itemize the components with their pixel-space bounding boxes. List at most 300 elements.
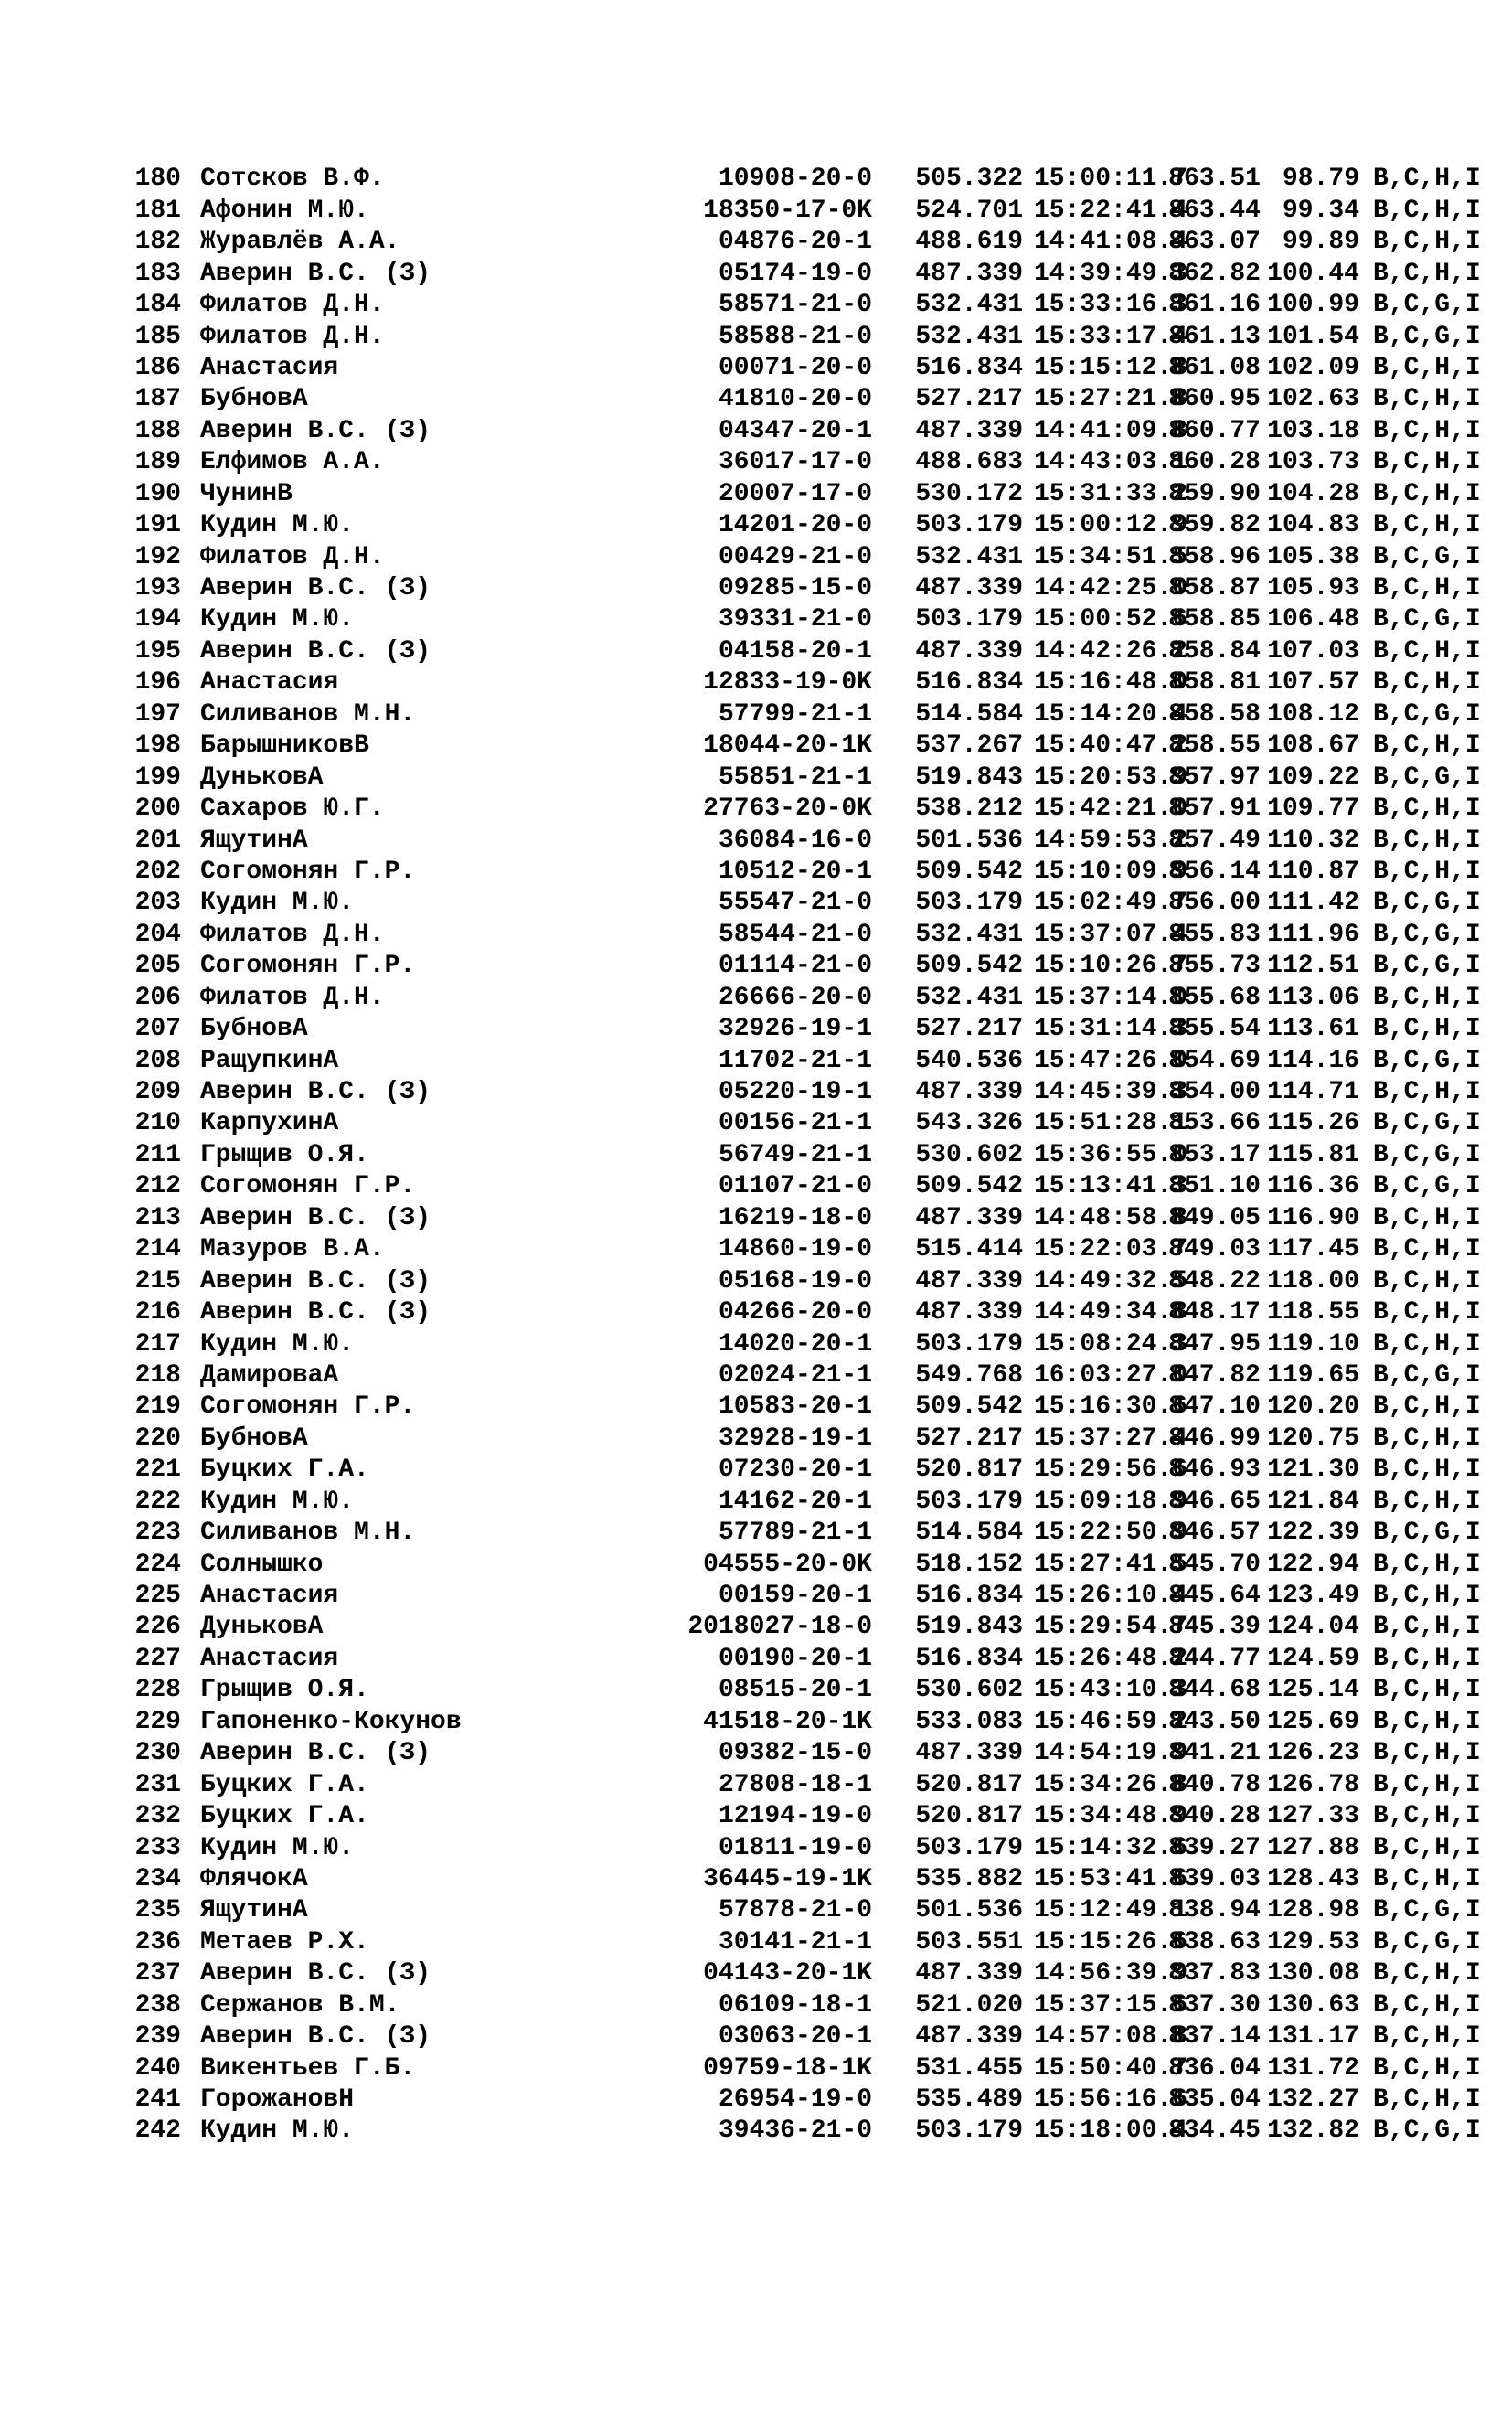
distance-cell: 516.834 — [915, 353, 1023, 382]
ring-number-cell: 10512-20-1 — [718, 857, 872, 886]
result-row — [133, 1801, 1481, 1832]
arrival-time-cell: 15:29:56.6 — [1034, 1455, 1188, 1485]
rank-cell: 203 — [134, 889, 181, 918]
category-cell: B,C,H,I — [1373, 2053, 1481, 2083]
rank-cell: 224 — [134, 1550, 181, 1579]
ring-number-cell: 03063-20-1 — [718, 2022, 872, 2052]
arrival-time-cell: 14:54:19.9 — [1034, 1739, 1188, 1768]
fancier-name-cell: ДамироваА — [200, 1360, 339, 1390]
fancier-name-cell: Анастасия — [200, 668, 339, 698]
fancier-name-cell: БубновА — [200, 385, 308, 414]
speed-cell: 840.28 — [1168, 1802, 1261, 1831]
speed-cell: 846.65 — [1168, 1487, 1261, 1516]
fancier-name-cell: Аверин В.С. (З) — [200, 1298, 431, 1327]
result-row — [133, 1927, 1481, 1958]
rank-cell: 189 — [134, 448, 181, 477]
category-cell: B,C,G,I — [1373, 2116, 1481, 2146]
speed-cell: 862.82 — [1168, 259, 1261, 288]
points-cell: 132.82 — [1267, 2116, 1359, 2146]
points-cell: 103.73 — [1267, 448, 1359, 477]
fancier-name-cell: Метаев Р.Х. — [200, 1927, 369, 1957]
ring-number-cell: 39331-21-0 — [718, 605, 872, 634]
speed-cell: 839.03 — [1168, 1864, 1261, 1893]
fancier-name-cell: Аверин В.С. (З) — [200, 636, 431, 666]
arrival-time-cell: 15:10:26.7 — [1034, 952, 1188, 981]
distance-cell: 532.431 — [915, 920, 1023, 949]
rank-cell: 184 — [134, 291, 181, 320]
rank-cell: 211 — [134, 1140, 181, 1169]
ring-number-cell: 00190-20-1 — [718, 1644, 872, 1673]
arrival-time-cell: 15:08:24.3 — [1034, 1329, 1188, 1359]
category-cell: B,C,H,I — [1373, 416, 1481, 445]
points-cell: 121.30 — [1267, 1455, 1359, 1485]
rank-cell: 209 — [134, 1078, 181, 1107]
rank-cell: 235 — [134, 1896, 181, 1925]
category-cell: B,C,G,I — [1373, 699, 1481, 729]
fancier-name-cell: Буцких Г.А. — [200, 1455, 369, 1485]
rank-cell: 220 — [134, 1423, 181, 1453]
result-row — [133, 1644, 1481, 1675]
ring-number-cell: 58544-21-0 — [718, 920, 872, 949]
arrival-time-cell: 15:31:14.3 — [1034, 1015, 1188, 1044]
rank-cell: 186 — [134, 353, 181, 382]
points-cell: 103.18 — [1267, 416, 1359, 445]
points-cell: 102.09 — [1267, 353, 1359, 382]
category-cell: B,C,H,I — [1373, 668, 1481, 698]
ring-number-cell: 55851-21-1 — [718, 762, 872, 792]
speed-cell: 858.87 — [1168, 574, 1261, 603]
fancier-name-cell: Кудин М.Ю. — [200, 605, 355, 634]
arrival-time-cell: 15:14:32.6 — [1034, 1833, 1188, 1862]
speed-cell: 853.17 — [1168, 1140, 1261, 1169]
points-cell: 116.36 — [1267, 1172, 1359, 1201]
arrival-time-cell: 15:56:16.6 — [1034, 2085, 1188, 2115]
speed-cell: 847.95 — [1168, 1329, 1261, 1359]
rank-cell: 236 — [134, 1927, 181, 1957]
arrival-time-cell: 14:42:25.0 — [1034, 574, 1188, 603]
category-cell: B,C,H,I — [1373, 1455, 1481, 1485]
arrival-time-cell: 15:10:09.9 — [1034, 857, 1188, 886]
points-cell: 107.57 — [1267, 668, 1359, 698]
points-cell: 128.43 — [1267, 1864, 1359, 1893]
speed-cell: 855.73 — [1168, 952, 1261, 981]
arrival-time-cell: 14:49:32.5 — [1034, 1266, 1188, 1295]
result-row — [133, 542, 1481, 573]
speed-cell: 837.83 — [1168, 1959, 1261, 1989]
points-cell: 99.89 — [1282, 228, 1359, 257]
rank-cell: 237 — [134, 1959, 181, 1989]
result-row — [133, 510, 1481, 541]
points-cell: 114.71 — [1267, 1078, 1359, 1107]
result-row — [133, 1077, 1481, 1108]
fancier-name-cell: БарышниковВ — [200, 731, 369, 761]
rank-cell: 238 — [134, 1990, 181, 2020]
category-cell: B,C,H,I — [1373, 511, 1481, 540]
speed-cell: 863.51 — [1168, 165, 1261, 194]
distance-cell: 487.339 — [915, 1959, 1023, 1989]
distance-cell: 487.339 — [915, 416, 1023, 445]
rank-cell: 216 — [134, 1298, 181, 1327]
ring-number-cell: 14860-19-0 — [718, 1235, 872, 1264]
speed-cell: 857.49 — [1168, 826, 1261, 855]
points-cell: 129.53 — [1267, 1927, 1359, 1957]
distance-cell: 533.083 — [915, 1707, 1023, 1736]
rank-cell: 239 — [134, 2022, 181, 2052]
category-cell: B,C,H,I — [1373, 1487, 1481, 1516]
distance-cell: 527.217 — [915, 385, 1023, 414]
arrival-time-cell: 14:39:49.3 — [1034, 259, 1188, 288]
rank-cell: 200 — [134, 794, 181, 824]
points-cell: 114.16 — [1267, 1046, 1359, 1075]
speed-cell: 836.04 — [1168, 2053, 1261, 2083]
ring-number-cell: 18044-20-1K — [703, 731, 872, 761]
category-cell: B,C,H,I — [1373, 857, 1481, 886]
arrival-time-cell: 15:34:48.9 — [1034, 1802, 1188, 1831]
fancier-name-cell: Филатов Д.Н. — [200, 322, 385, 351]
distance-cell: 505.322 — [915, 165, 1023, 194]
speed-cell: 858.85 — [1168, 605, 1261, 634]
ring-number-cell: 10908-20-0 — [718, 165, 872, 194]
category-cell: B,C,H,I — [1373, 1329, 1481, 1359]
arrival-time-cell: 15:22:41.4 — [1034, 196, 1188, 225]
speed-cell: 843.50 — [1168, 1707, 1261, 1736]
category-cell: B,C,H,I — [1373, 259, 1481, 288]
arrival-time-cell: 15:12:49.1 — [1034, 1896, 1188, 1925]
arrival-time-cell: 15:15:12.8 — [1034, 353, 1188, 382]
points-cell: 109.22 — [1267, 762, 1359, 792]
result-row — [133, 1297, 1481, 1328]
speed-cell: 860.28 — [1168, 448, 1261, 477]
category-cell: B,C,H,I — [1373, 1707, 1481, 1736]
ring-number-cell: 26666-20-0 — [718, 983, 872, 1012]
fancier-name-cell: ЯщутинА — [200, 826, 308, 855]
rank-cell: 204 — [134, 920, 181, 949]
arrival-time-cell: 16:03:27.0 — [1034, 1360, 1188, 1390]
arrival-time-cell: 14:45:39.3 — [1034, 1078, 1188, 1107]
distance-cell: 535.882 — [915, 1864, 1023, 1893]
rank-cell: 208 — [134, 1046, 181, 1075]
speed-cell: 848.17 — [1168, 1298, 1261, 1327]
arrival-time-cell: 15:00:52.6 — [1034, 605, 1188, 634]
arrival-time-cell: 15:53:41.6 — [1034, 1864, 1188, 1893]
category-cell: B,C,G,I — [1373, 1519, 1481, 1548]
speed-cell: 838.94 — [1168, 1896, 1261, 1925]
category-cell: B,C,G,I — [1373, 605, 1481, 634]
distance-cell: 520.817 — [915, 1802, 1023, 1831]
distance-cell: 530.172 — [915, 479, 1023, 508]
result-row — [133, 573, 1481, 604]
result-row — [133, 290, 1481, 321]
fancier-name-cell: Согомонян Г.Р. — [200, 952, 416, 981]
arrival-time-cell: 14:57:08.8 — [1034, 2022, 1188, 2052]
rank-cell: 202 — [134, 857, 181, 886]
fancier-name-cell: Согомонян Г.Р. — [200, 857, 416, 886]
category-cell: B,C,H,I — [1373, 574, 1481, 603]
ring-number-cell: 00156-21-1 — [718, 1109, 872, 1138]
category-cell: B,C,H,I — [1373, 228, 1481, 257]
category-cell: B,C,G,I — [1373, 952, 1481, 981]
category-cell: B,C,G,I — [1373, 291, 1481, 320]
points-cell: 113.06 — [1267, 983, 1359, 1012]
fancier-name-cell: Аверин В.С. (З) — [200, 574, 431, 603]
distance-cell: 537.267 — [915, 731, 1023, 761]
distance-cell: 487.339 — [915, 636, 1023, 666]
speed-cell: 846.57 — [1168, 1519, 1261, 1548]
category-cell: B,C,H,I — [1373, 2022, 1481, 2052]
result-row — [133, 353, 1481, 384]
distance-cell: 527.217 — [915, 1423, 1023, 1453]
ring-number-cell: 04266-20-0 — [718, 1298, 872, 1327]
result-row — [133, 983, 1481, 1014]
ring-number-cell: 12194-19-0 — [718, 1802, 872, 1831]
rank-cell: 213 — [134, 1203, 181, 1232]
result-row — [133, 227, 1481, 258]
result-row — [133, 1675, 1481, 1706]
speed-cell: 851.10 — [1168, 1172, 1261, 1201]
ring-number-cell: 00071-20-0 — [718, 353, 872, 382]
category-cell: B,C,H,I — [1373, 983, 1481, 1012]
category-cell: B,C,G,I — [1373, 889, 1481, 918]
speed-cell: 855.83 — [1168, 920, 1261, 949]
arrival-time-cell: 14:48:58.8 — [1034, 1203, 1188, 1232]
speed-cell: 854.69 — [1168, 1046, 1261, 1075]
rank-cell: 205 — [134, 952, 181, 981]
speed-cell: 858.58 — [1168, 699, 1261, 729]
category-cell: B,C,H,I — [1373, 1802, 1481, 1831]
fancier-name-cell: Солнышко — [200, 1550, 324, 1579]
points-cell: 127.88 — [1267, 1833, 1359, 1862]
speed-cell: 846.99 — [1168, 1423, 1261, 1453]
points-cell: 120.20 — [1267, 1392, 1359, 1422]
distance-cell: 530.602 — [915, 1140, 1023, 1169]
result-row — [133, 1234, 1481, 1265]
result-row — [133, 1550, 1481, 1581]
ring-number-cell: 09382-15-0 — [718, 1739, 872, 1768]
ring-number-cell: 56749-21-1 — [718, 1140, 872, 1169]
rank-cell: 197 — [134, 699, 181, 729]
category-cell: B,C,H,I — [1373, 826, 1481, 855]
ring-number-cell: 18350-17-0K — [703, 196, 872, 225]
distance-cell: 509.542 — [915, 1172, 1023, 1201]
distance-cell: 514.584 — [915, 1519, 1023, 1548]
result-row — [133, 447, 1481, 478]
distance-cell: 516.834 — [915, 668, 1023, 698]
fancier-name-cell: Елфимов А.А. — [200, 448, 385, 477]
ring-number-cell: 04876-20-1 — [718, 228, 872, 257]
distance-cell: 509.542 — [915, 952, 1023, 981]
result-row — [133, 762, 1481, 794]
fancier-name-cell: Анастасия — [200, 353, 339, 382]
ring-number-cell: 30141-21-1 — [718, 1927, 872, 1957]
points-cell: 126.78 — [1267, 1770, 1359, 1799]
speed-cell: 859.90 — [1168, 479, 1261, 508]
distance-cell: 516.834 — [915, 1582, 1023, 1611]
ring-number-cell: 27763-20-0K — [703, 794, 872, 824]
fancier-name-cell: Кудин М.Ю. — [200, 1487, 355, 1516]
fancier-name-cell: Сотсков В.Ф. — [200, 165, 385, 194]
ring-number-cell: 41810-20-0 — [718, 385, 872, 414]
category-cell: B,C,H,I — [1373, 1676, 1481, 1705]
result-row — [133, 1707, 1481, 1738]
category-cell: B,C,G,I — [1373, 322, 1481, 351]
fancier-name-cell: Филатов Д.Н. — [200, 920, 385, 949]
ring-number-cell: 55547-21-0 — [718, 889, 872, 918]
speed-cell: 849.05 — [1168, 1203, 1261, 1232]
fancier-name-cell: Аверин В.С. (З) — [200, 1739, 431, 1768]
fancier-name-cell: Анастасия — [200, 1582, 339, 1611]
rank-cell: 182 — [134, 228, 181, 257]
distance-cell: 515.414 — [915, 1235, 1023, 1264]
ring-number-cell: 57878-21-0 — [718, 1896, 872, 1925]
result-row — [133, 951, 1481, 982]
result-row — [133, 1864, 1481, 1895]
rank-cell: 210 — [134, 1109, 181, 1138]
points-cell: 118.55 — [1267, 1298, 1359, 1327]
points-cell: 100.99 — [1267, 291, 1359, 320]
points-cell: 109.77 — [1267, 794, 1359, 824]
speed-cell: 856.00 — [1168, 889, 1261, 918]
arrival-time-cell: 15:37:27.4 — [1034, 1423, 1188, 1453]
ring-number-cell: 32928-19-1 — [718, 1423, 872, 1453]
points-cell: 127.33 — [1267, 1802, 1359, 1831]
distance-cell: 487.339 — [915, 2022, 1023, 2052]
speed-cell: 845.64 — [1168, 1582, 1261, 1611]
arrival-time-cell: 15:34:51.5 — [1034, 542, 1188, 571]
distance-cell: 538.212 — [915, 794, 1023, 824]
rank-cell: 233 — [134, 1833, 181, 1862]
speed-cell: 837.14 — [1168, 2022, 1261, 2052]
speed-cell: 840.78 — [1168, 1770, 1261, 1799]
ring-number-cell: 36084-16-0 — [718, 826, 872, 855]
fancier-name-cell: РащупкинА — [200, 1046, 339, 1075]
fancier-name-cell: БубновА — [200, 1015, 308, 1044]
rank-cell: 215 — [134, 1266, 181, 1295]
distance-cell: 487.339 — [915, 1078, 1023, 1107]
fancier-name-cell: ФлячокА — [200, 1864, 308, 1893]
fancier-name-cell: Филатов Д.Н. — [200, 542, 385, 571]
category-cell: B,C,H,I — [1373, 1078, 1481, 1107]
category-cell: B,C,H,I — [1373, 1644, 1481, 1673]
points-cell: 125.69 — [1267, 1707, 1359, 1736]
ring-number-cell: 02024-21-1 — [718, 1360, 872, 1390]
result-row — [133, 826, 1481, 857]
fancier-name-cell: Филатов Д.Н. — [200, 291, 385, 320]
result-row — [133, 1738, 1481, 1769]
rank-cell: 221 — [134, 1455, 181, 1485]
speed-cell: 837.30 — [1168, 1990, 1261, 2020]
rank-cell: 228 — [134, 1676, 181, 1705]
fancier-name-cell: Кудин М.Ю. — [200, 889, 355, 918]
points-cell: 120.75 — [1267, 1423, 1359, 1453]
speed-cell: 848.22 — [1168, 1266, 1261, 1295]
ring-number-cell: 01114-21-0 — [718, 952, 872, 981]
points-cell: 108.12 — [1267, 699, 1359, 729]
rank-cell: 229 — [134, 1707, 181, 1736]
result-row — [133, 2084, 1481, 2116]
ring-number-cell: 05168-19-0 — [718, 1266, 872, 1295]
distance-cell: 532.431 — [915, 322, 1023, 351]
arrival-time-cell: 15:26:48.2 — [1034, 1644, 1188, 1673]
distance-cell: 520.817 — [915, 1770, 1023, 1799]
rank-cell: 225 — [134, 1582, 181, 1611]
distance-cell: 531.455 — [915, 2053, 1023, 2083]
category-cell: B,C,G,I — [1373, 1927, 1481, 1957]
result-row — [133, 164, 1481, 195]
speed-cell: 834.45 — [1168, 2116, 1261, 2146]
category-cell: B,C,H,I — [1373, 448, 1481, 477]
result-row — [133, 730, 1481, 762]
fancier-name-cell: Кудин М.Ю. — [200, 1329, 355, 1359]
rank-cell: 227 — [134, 1644, 181, 1673]
rank-cell: 223 — [134, 1519, 181, 1548]
points-cell: 110.87 — [1267, 857, 1359, 886]
speed-cell: 863.07 — [1168, 228, 1261, 257]
fancier-name-cell: Силиванов М.Н. — [200, 699, 416, 729]
distance-cell: 487.339 — [915, 1203, 1023, 1232]
points-cell: 117.45 — [1267, 1235, 1359, 1264]
result-row — [133, 1108, 1481, 1139]
points-cell: 104.28 — [1267, 479, 1359, 508]
points-cell: 121.84 — [1267, 1487, 1359, 1516]
arrival-time-cell: 15:22:50.9 — [1034, 1519, 1188, 1548]
result-row — [133, 1203, 1481, 1234]
rank-cell: 231 — [134, 1770, 181, 1799]
category-cell: B,C,H,I — [1373, 1739, 1481, 1768]
ring-number-cell: 57799-21-1 — [718, 699, 872, 729]
ring-number-cell: 26954-19-0 — [718, 2085, 872, 2115]
rank-cell: 214 — [134, 1235, 181, 1264]
arrival-time-cell: 15:20:53.9 — [1034, 762, 1188, 792]
distance-cell: 516.834 — [915, 1644, 1023, 1673]
category-cell: B,C,G,I — [1373, 542, 1481, 571]
rank-cell: 201 — [134, 826, 181, 855]
rank-cell: 198 — [134, 731, 181, 761]
ring-number-cell: 58571-21-0 — [718, 291, 872, 320]
distance-cell: 521.020 — [915, 1990, 1023, 2020]
points-cell: 115.81 — [1267, 1140, 1359, 1169]
fancier-name-cell: Аверин В.С. (З) — [200, 1203, 431, 1232]
speed-cell: 860.77 — [1168, 416, 1261, 445]
rank-cell: 193 — [134, 574, 181, 603]
fancier-name-cell: БубновА — [200, 1423, 308, 1453]
rank-cell: 196 — [134, 668, 181, 698]
distance-cell: 549.768 — [915, 1360, 1023, 1390]
speed-cell: 858.96 — [1168, 542, 1261, 571]
fancier-name-cell: Гапоненко-Кокунов — [200, 1707, 462, 1736]
fancier-name-cell: ДуньковА — [200, 762, 324, 792]
rank-cell: 188 — [134, 416, 181, 445]
ring-number-cell: 05220-19-1 — [718, 1078, 872, 1107]
ring-number-cell: 07230-20-1 — [718, 1455, 872, 1485]
points-cell: 113.61 — [1267, 1015, 1359, 1044]
fancier-name-cell: Кудин М.Ю. — [200, 2116, 355, 2146]
rank-cell: 199 — [134, 762, 181, 792]
distance-cell: 503.179 — [915, 889, 1023, 918]
points-cell: 101.54 — [1267, 322, 1359, 351]
fancier-name-cell: Силиванов М.Н. — [200, 1519, 416, 1548]
category-cell: B,C,G,I — [1373, 762, 1481, 792]
distance-cell: 527.217 — [915, 1015, 1023, 1044]
speed-cell: 858.55 — [1168, 731, 1261, 761]
ring-number-cell: 14162-20-1 — [718, 1487, 872, 1516]
ring-number-cell: 00159-20-1 — [718, 1582, 872, 1611]
ring-number-cell: 20007-17-0 — [718, 479, 872, 508]
category-cell: B,C,H,I — [1373, 794, 1481, 824]
distance-cell: 503.179 — [915, 605, 1023, 634]
arrival-time-cell: 15:29:54.7 — [1034, 1613, 1188, 1642]
points-cell: 125.14 — [1267, 1676, 1359, 1705]
arrival-time-cell: 15:26:10.4 — [1034, 1582, 1188, 1611]
